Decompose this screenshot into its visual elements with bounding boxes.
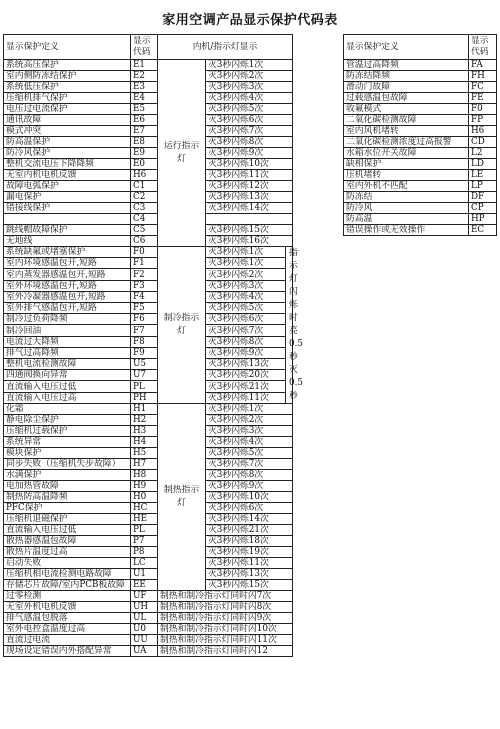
fault-code: C5 <box>131 225 158 236</box>
indicator-pattern: 灭3秒闪烁6次 <box>206 314 286 325</box>
table-row <box>4 225 293 236</box>
table-row <box>4 459 293 470</box>
table-row <box>4 646 293 657</box>
fault-definition: 无地线 <box>4 236 131 247</box>
fault-definition: 二氧化碳检测故障 <box>344 115 469 126</box>
fault-code: HP <box>469 214 497 225</box>
table-row <box>4 314 293 325</box>
fault-definition: 系统异常 <box>4 437 131 448</box>
fault-definition: 静电除尘保护 <box>4 415 131 426</box>
fault-code: LD <box>469 159 497 170</box>
table-row <box>4 93 293 104</box>
fault-definition: 排气过高降频 <box>4 347 131 358</box>
fault-code: LE <box>469 170 497 181</box>
fault-code: U1 <box>131 569 158 580</box>
indicator-pattern: 灭3秒闪烁7次 <box>206 459 293 470</box>
table-row <box>4 137 293 148</box>
indicator-pattern: 灭3秒闪烁4次 <box>206 291 286 302</box>
fault-code: HE <box>131 514 158 525</box>
table-row <box>4 514 293 525</box>
table-row <box>4 370 293 381</box>
right-header-code: 显示代码 <box>469 35 497 60</box>
fault-definition: 系统缺氟或堵塞保护 <box>4 247 131 258</box>
indicator-pattern: 灭3秒闪烁1次 <box>206 60 293 71</box>
table-row <box>4 392 293 403</box>
fault-definition: 室外排气感温包开,短路 <box>4 303 131 314</box>
fault-code: E9 <box>131 148 158 159</box>
fault-definition: 制冷过负荷降频 <box>4 314 131 325</box>
fault-definition: 压缩机相电流检测电路故障 <box>4 569 131 580</box>
fault-code: C2 <box>131 192 158 203</box>
fault-code: P8 <box>131 547 158 558</box>
fault-definition: 压缩机排气保护 <box>4 93 131 104</box>
table-row <box>4 547 293 558</box>
indicator-pattern: 制热和制冷指示灯同时闪8次 <box>158 602 293 613</box>
table-row <box>4 602 293 613</box>
indicator-pattern: 灭3秒闪烁15次 <box>206 225 293 236</box>
fault-definition: 二氧化碳检测浓度过高报警 <box>344 137 469 148</box>
fault-code: F0 <box>469 104 497 115</box>
table-row <box>4 192 293 203</box>
fault-definition: 压缩机退磁保护 <box>4 514 131 525</box>
fault-code: H6 <box>469 126 497 137</box>
indicator-pattern: 灭3秒闪烁10次 <box>206 492 293 503</box>
table-row <box>4 325 293 336</box>
fault-definition: 水满保护 <box>4 470 131 481</box>
table-row <box>4 170 293 181</box>
fault-code: F5 <box>131 303 158 314</box>
indicator-pattern: 灭3秒闪烁11次 <box>206 170 293 181</box>
fault-code: LC <box>131 558 158 569</box>
fault-code: C1 <box>131 181 158 192</box>
fault-code: EE <box>131 580 158 591</box>
fault-code: UH <box>131 602 158 613</box>
table-row <box>4 203 293 214</box>
table-row <box>4 280 293 291</box>
fault-definition: 压缩机过载保护 <box>4 426 131 437</box>
fault-definition: 同步失败（压缩机失步故障） <box>4 459 131 470</box>
fault-code: E2 <box>131 71 158 82</box>
table-row <box>4 159 293 170</box>
left-code-table <box>3 34 303 657</box>
fault-code: PH <box>131 392 158 403</box>
fault-code: UL <box>131 613 158 624</box>
fault-code: E6 <box>131 115 158 126</box>
indicator-pattern: 灭3秒闪烁11次 <box>206 392 286 403</box>
table-row <box>4 258 293 269</box>
indicator-pattern: 灭3秒闪烁6次 <box>206 115 293 126</box>
fault-definition: 散热器感温包故障 <box>4 536 131 547</box>
fault-definition <box>4 214 131 225</box>
fault-definition: 跳线帽故障保护 <box>4 225 131 236</box>
fault-code: CP <box>469 203 497 214</box>
fault-definition: 室外冷凝器感温包开,短路 <box>4 291 131 302</box>
fault-code: LP <box>469 181 497 192</box>
fault-code: F3 <box>131 280 158 291</box>
indicator-pattern: 灭3秒闪烁5次 <box>206 448 293 459</box>
table-row <box>344 126 497 137</box>
fault-definition: 防冷风 <box>344 203 469 214</box>
indicator-pattern: 灭3秒闪烁3次 <box>206 280 286 291</box>
fault-definition: 室外环境感温包开,短路 <box>4 280 131 291</box>
fault-definition: 室内蒸发器感温包开,短路 <box>4 269 131 280</box>
fault-code: CD <box>469 137 497 148</box>
fault-code: H9 <box>131 481 158 492</box>
fault-code: C4 <box>131 214 158 225</box>
fault-definition: 室内侧防冻结保护 <box>4 71 131 82</box>
fault-definition: 模块保护 <box>4 448 131 459</box>
indicator-pattern: 灭3秒闪烁2次 <box>206 269 286 280</box>
indicator-group-cool: 制冷指示灯 <box>158 247 206 404</box>
indicator-pattern: 灭3秒闪烁8次 <box>206 336 286 347</box>
fault-code: C6 <box>131 236 158 247</box>
fault-code: HC <box>131 503 158 514</box>
fault-code: E7 <box>131 126 158 137</box>
right-table-header <box>344 35 497 60</box>
indicator-pattern: 灭3秒闪烁3次 <box>206 426 293 437</box>
table-row <box>4 492 293 503</box>
table-row <box>344 104 497 115</box>
indicator-pattern: 制热和制冷指示灯同时闪10次 <box>158 624 293 635</box>
fault-definition: 直流输入电压过低 <box>4 381 131 392</box>
fault-code: H0 <box>131 492 158 503</box>
fault-definition: 管温过高降频 <box>344 60 469 71</box>
fault-definition: PFC保护 <box>4 503 131 514</box>
fault-definition: 电压过电流保护 <box>4 104 131 115</box>
table-row <box>4 613 293 624</box>
table-row <box>4 247 293 258</box>
table-row <box>4 347 293 358</box>
indicator-pattern: 灭3秒闪烁19次 <box>206 547 293 558</box>
indicator-pattern: 灭3秒闪烁6次 <box>206 503 293 514</box>
header-indicator: 内机/指示灯显示 <box>158 35 293 60</box>
header-definition: 显示保护定义 <box>4 35 131 60</box>
indicator-pattern: 灭3秒闪烁12次 <box>206 181 293 192</box>
fault-code: H3 <box>131 426 158 437</box>
fault-code: UA <box>131 646 158 657</box>
fault-code: U0 <box>131 624 158 635</box>
fault-definition: 直流输入电压过高 <box>4 392 131 403</box>
table-row <box>344 137 497 148</box>
fault-definition: 防冻结降频 <box>344 71 469 82</box>
fault-definition: 室内外机不匹配 <box>344 181 469 192</box>
table-row <box>4 426 293 437</box>
table-row <box>4 214 293 225</box>
fault-definition: 排气感温包脱落 <box>4 613 131 624</box>
table-row <box>4 470 293 481</box>
indicator-pattern: 灭3秒闪烁9次 <box>206 148 293 159</box>
indicator-pattern: 制热和制冷指示灯同时闪11次 <box>158 635 293 646</box>
fault-definition: 化霜 <box>4 404 131 415</box>
table-row <box>4 381 293 392</box>
fault-definition: 防高温 <box>344 214 469 225</box>
table-row <box>344 203 497 214</box>
table-row <box>344 93 497 104</box>
table-row <box>344 148 497 159</box>
fault-definition: 直流过电流 <box>4 635 131 646</box>
fault-definition: 防冷风保护 <box>4 148 131 159</box>
fault-code: E3 <box>131 82 158 93</box>
fault-code: H6 <box>131 170 158 181</box>
indicator-pattern: 灭3秒闪烁3次 <box>206 82 293 93</box>
fault-definition: 整机交流电压下降降频 <box>4 159 131 170</box>
fault-code: EC <box>469 225 497 236</box>
table-row <box>4 71 293 82</box>
table-row <box>4 536 293 547</box>
indicator-pattern: 灭3秒闪烁21次 <box>206 525 293 536</box>
right-header-definition: 显示保护定义 <box>344 35 469 60</box>
fault-code: P7 <box>131 536 158 547</box>
indicator-pattern: 灭3秒闪烁2次 <box>206 71 293 82</box>
fault-code: E0 <box>131 159 158 170</box>
indicator-pattern: 灭3秒闪烁20次 <box>206 370 286 381</box>
fault-definition: 散热片温度过高 <box>4 547 131 558</box>
fault-code: H5 <box>131 448 158 459</box>
indicator-pattern: 灭3秒闪烁16次 <box>206 236 293 247</box>
fault-code: E5 <box>131 104 158 115</box>
indicator-group-heat: 制热指示灯 <box>158 404 206 591</box>
indicator-pattern: 灭3秒闪烁14次 <box>206 203 293 214</box>
fault-definition: 四通阀换向异常 <box>4 370 131 381</box>
fault-definition: 滑动门故障 <box>344 82 469 93</box>
right-code-table <box>343 34 497 236</box>
indicator-group-run: 运行指示灯 <box>158 60 206 247</box>
fault-code: H7 <box>131 459 158 470</box>
fault-code: E1 <box>131 60 158 71</box>
table-row <box>344 82 497 93</box>
indicator-pattern: 灭3秒闪烁18次 <box>206 536 293 547</box>
indicator-pattern: 灭3秒闪烁9次 <box>206 347 286 358</box>
fault-code: F9 <box>131 347 158 358</box>
table-row <box>4 503 293 514</box>
fault-definition: 故障电弧保护 <box>4 181 131 192</box>
indicator-pattern: 灭3秒闪烁4次 <box>206 93 293 104</box>
indicator-pattern: 制热和制冷指示灯同时闪7次 <box>158 591 293 602</box>
fault-definition: 整机电流检测故障 <box>4 359 131 370</box>
indicator-pattern: 灭3秒闪烁11次 <box>206 558 293 569</box>
fault-code: UU <box>131 635 158 646</box>
fault-code: FP <box>469 115 497 126</box>
fault-definition: 启动失败 <box>4 558 131 569</box>
fault-code: PL <box>131 381 158 392</box>
indicator-pattern: 灭3秒闪烁15次 <box>206 580 293 591</box>
left-table-header <box>4 35 293 60</box>
fault-code: H2 <box>131 415 158 426</box>
table-row <box>4 303 293 314</box>
table-row <box>4 336 293 347</box>
fault-code: DF <box>469 192 497 203</box>
fault-definition: 现场设定错误内外搭配异常 <box>4 646 131 657</box>
fault-code: FH <box>469 71 497 82</box>
fault-code: F2 <box>131 269 158 280</box>
fault-code: F7 <box>131 325 158 336</box>
fault-definition: 室外电控盒温度过高 <box>4 624 131 635</box>
table-row <box>4 525 293 536</box>
fault-definition: 防冻结 <box>344 192 469 203</box>
indicator-pattern: 灭3秒闪烁13次 <box>206 359 286 370</box>
indicator-pattern: 灭3秒闪烁4次 <box>206 437 293 448</box>
fault-definition: 模式冲突 <box>4 126 131 137</box>
fault-code: E4 <box>131 93 158 104</box>
fault-code: FE <box>469 93 497 104</box>
fault-definition: 无室外机电机反馈 <box>4 602 131 613</box>
fault-definition: 存储芯片故障/室内PCB板故障 <box>4 580 131 591</box>
fault-definition: 系统低压保护 <box>4 82 131 93</box>
table-row <box>4 236 293 247</box>
table-row <box>344 214 497 225</box>
table-row <box>4 126 293 137</box>
table-row <box>344 170 497 181</box>
fault-code: FA <box>469 60 497 71</box>
indicator-pattern: 灭3秒闪烁14次 <box>206 514 293 525</box>
indicator-pattern: 灭3秒闪烁5次 <box>206 303 286 314</box>
fault-code: E8 <box>131 137 158 148</box>
fault-code: UF <box>131 591 158 602</box>
fault-definition: 防高温保护 <box>4 137 131 148</box>
fault-code: H8 <box>131 470 158 481</box>
table-row <box>4 104 293 115</box>
table-row <box>4 558 293 569</box>
flash-timing-note: 指示灯闪烁时亮0.5秒灭0.5秒 <box>286 247 293 404</box>
fault-code: PL <box>131 525 158 536</box>
fault-definition: 错接线保护 <box>4 203 131 214</box>
table-row <box>4 624 293 635</box>
fault-code: F8 <box>131 336 158 347</box>
table-row <box>4 359 293 370</box>
table-row <box>4 148 293 159</box>
indicator-pattern: 灭3秒闪烁5次 <box>206 104 293 115</box>
table-row <box>4 181 293 192</box>
fault-definition: 电加热管故障 <box>4 481 131 492</box>
fault-definition: 过零检测 <box>4 591 131 602</box>
table-row <box>344 115 497 126</box>
fault-definition: 压机堵转 <box>344 170 469 181</box>
indicator-pattern: 灭3秒闪烁7次 <box>206 126 293 137</box>
indicator-pattern: 灭3秒闪烁13次 <box>206 569 293 580</box>
table-row <box>344 225 497 236</box>
fault-definition: 系统高压保护 <box>4 60 131 71</box>
table-row <box>344 71 497 82</box>
page-title: 家用空调产品显示保护代码表 <box>162 13 338 28</box>
indicator-pattern: 灭3秒闪烁7次 <box>206 325 286 336</box>
table-row <box>4 569 293 580</box>
table-row <box>4 448 293 459</box>
fault-definition: 错误操作或无效操作 <box>344 225 469 236</box>
fault-code: H1 <box>131 404 158 415</box>
fault-definition: 缺相保护 <box>344 159 469 170</box>
indicator-pattern: 灭3秒闪烁2次 <box>206 415 293 426</box>
indicator-pattern: 灭3秒闪烁21次 <box>206 381 286 392</box>
table-row <box>4 115 293 126</box>
table-row <box>4 415 293 426</box>
fault-code: FC <box>469 82 497 93</box>
fault-code: F0 <box>131 247 158 258</box>
fault-definition: 通讯故障 <box>4 115 131 126</box>
table-row <box>4 269 293 280</box>
indicator-pattern: 灭3秒闪烁10次 <box>206 159 293 170</box>
table-row <box>344 181 497 192</box>
fault-definition: 水箱水位开关故障 <box>344 148 469 159</box>
indicator-pattern: 灭3秒闪烁1次 <box>206 247 286 258</box>
table-row <box>4 481 293 492</box>
fault-code: F1 <box>131 258 158 269</box>
fault-code: F4 <box>131 291 158 302</box>
fault-definition: 室内风机堵转 <box>344 126 469 137</box>
indicator-pattern: 灭3秒闪烁1次 <box>206 404 293 415</box>
fault-definition: 直流输入电压过低 <box>4 525 131 536</box>
table-row <box>4 580 293 591</box>
fault-code: C3 <box>131 203 158 214</box>
indicator-pattern: 灭3秒闪烁8次 <box>206 470 293 481</box>
fault-code: U5 <box>131 359 158 370</box>
fault-code: U7 <box>131 370 158 381</box>
header-code: 显示代码 <box>131 35 158 60</box>
fault-definition: 制冷回油 <box>4 325 131 336</box>
indicator-pattern: 灭3秒闪烁8次 <box>206 137 293 148</box>
fault-definition: 漏电保护 <box>4 192 131 203</box>
fault-definition: 室内环境感温包开,短路 <box>4 258 131 269</box>
table-row <box>4 60 293 71</box>
fault-definition: 无室内机电机反馈 <box>4 170 131 181</box>
indicator-pattern <box>206 214 293 225</box>
table-row <box>4 291 293 302</box>
table-row <box>4 404 293 415</box>
indicator-pattern: 灭3秒闪烁1次 <box>206 258 286 269</box>
fault-definition: 过载感温包故障 <box>344 93 469 104</box>
fault-definition: 电流过大降频 <box>4 336 131 347</box>
indicator-pattern: 制热和制冷指示灯同时闪12 <box>158 646 293 657</box>
table-row <box>344 192 497 203</box>
indicator-pattern: 制热和制冷指示灯同时闪9次 <box>158 613 293 624</box>
table-row <box>4 437 293 448</box>
fault-definition: 制热防高温降频 <box>4 492 131 503</box>
fault-code: H4 <box>131 437 158 448</box>
fault-definition: 收氟模式 <box>344 104 469 115</box>
table-row <box>4 82 293 93</box>
fault-code: L2 <box>469 148 497 159</box>
table-row <box>344 159 497 170</box>
fault-code: F6 <box>131 314 158 325</box>
table-row <box>344 60 497 71</box>
indicator-pattern: 灭3秒闪烁9次 <box>206 481 293 492</box>
table-row <box>4 591 293 602</box>
table-row <box>4 635 293 646</box>
indicator-pattern: 灭3秒闪烁13次 <box>206 192 293 203</box>
